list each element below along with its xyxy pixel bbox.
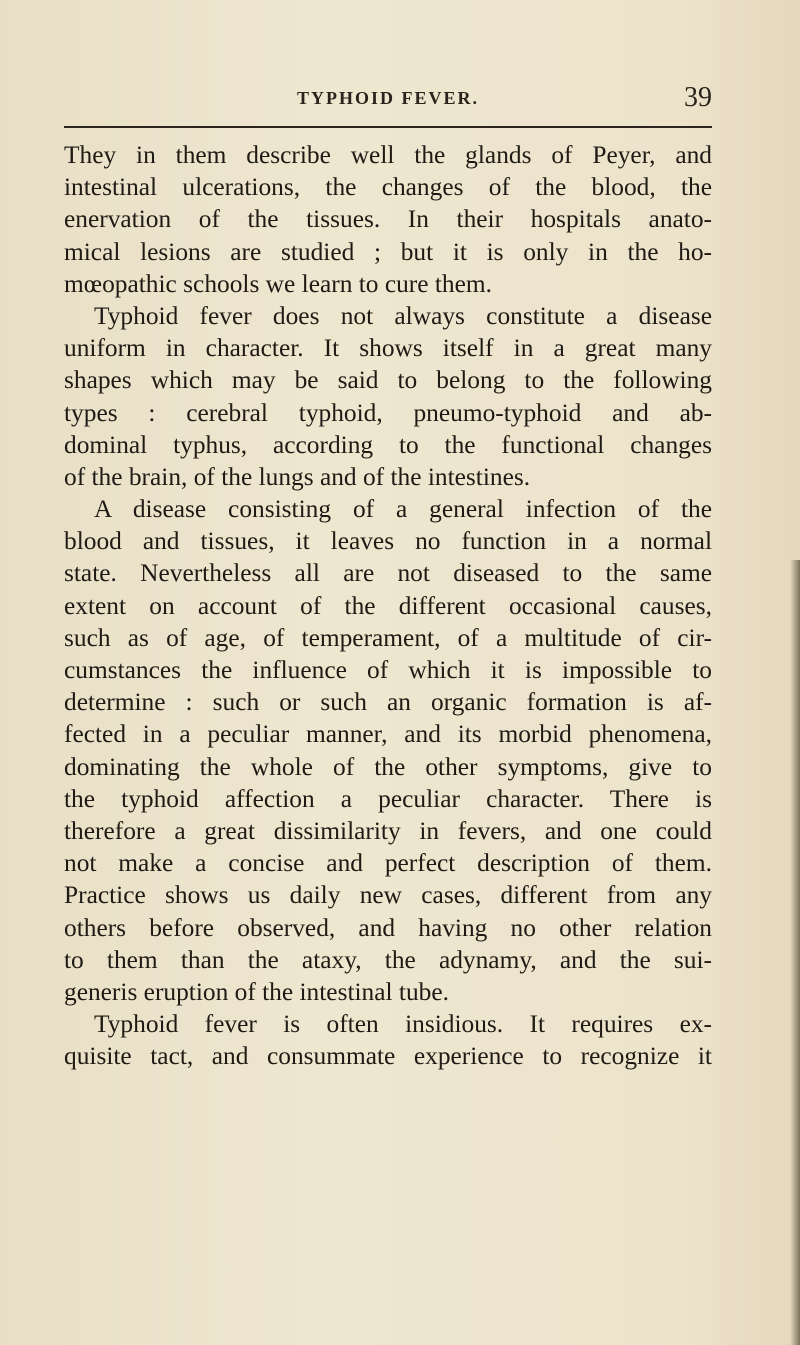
body-text [64, 139, 712, 1072]
text-line: quisite tact, and consummate experience to recognize it [64, 1042, 712, 1071]
text-line: intestinal ulcerations, the changes of the blood, the [64, 173, 712, 202]
text-line: of the brain, of the lungs and of the intestines. [64, 462, 531, 491]
text-line: determine : such or such an organic formation is af- [64, 688, 712, 717]
text-line: cumstances the influence of which it is impossible to [64, 656, 712, 684]
text-line: blood and tissues, it leaves no function in a normal [64, 527, 712, 556]
text-line: mical lesions are studied ; but it is only in the ho- [64, 237, 712, 266]
page-header [64, 82, 712, 128]
text-line: enervation of the tissues. In their hospitals anato- [64, 205, 712, 234]
text-line: types : cerebral typhoid, pneumo-typhoid and ab- [64, 398, 712, 427]
text-line: mœopathic schools we learn to cure them. [64, 269, 492, 298]
text-line: Practice shows us daily new cases, different from any [64, 881, 712, 910]
text-line: others before observed, and having no other relation [64, 913, 712, 942]
text-line: A disease consisting of a general infection of the [94, 495, 712, 524]
text-line: Typhoid fever does not always constitute a disease [94, 301, 712, 330]
text-line: shapes which may be said to belong to the following [64, 366, 712, 395]
text-line: dominal typhus, according to the functional changes [64, 430, 712, 459]
header-rule [64, 126, 712, 128]
text-line: state. Nevertheless all are not diseased to the same [64, 559, 712, 588]
text-line: not make a concise and perfect description of them. [64, 849, 712, 878]
text-line: Typhoid fever is often insidious. It requires ex- [94, 1010, 712, 1039]
page-edge-shadow [790, 560, 800, 1345]
text-line: the typhoid affection a peculiar character. There is [64, 784, 712, 813]
text-line: dominating the whole of the other symptoms, give to [64, 752, 712, 781]
text-line: to them than the ataxy, the adynamy, and the sui- [64, 945, 712, 974]
page-number: 39 [684, 82, 712, 113]
text-line: therefore a great dissimilarity in fevers, and one could [64, 816, 712, 845]
text-line: extent on account of the different occasional causes, [64, 591, 712, 620]
text-line: uniform in character. It shows itself in a great many [64, 334, 712, 363]
text-line: fected in a peculiar manner, and its morbid phenomena, [64, 720, 712, 749]
text-line: They in them describe well the glands of Peyer, and [64, 141, 712, 169]
text-line: such as of age, of temperament, of a multitude of cir- [64, 623, 712, 652]
running-head: TYPHOID FEVER. [296, 88, 479, 108]
text-line: generis eruption of the intestinal tube. [64, 977, 449, 1006]
